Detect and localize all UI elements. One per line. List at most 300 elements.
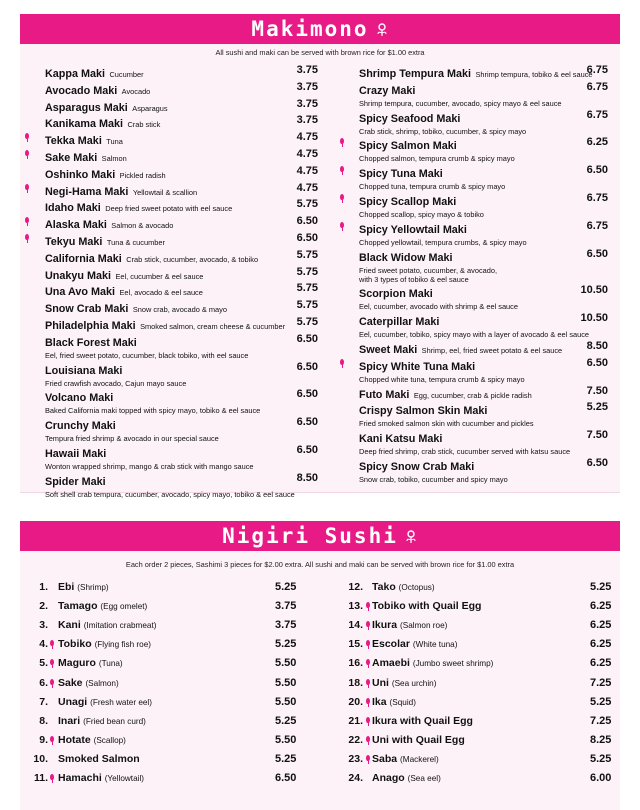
item-price: 5.50 — [275, 657, 297, 670]
spicy-marker-icon — [365, 755, 371, 764]
menu-item — [45, 472, 320, 499]
nigiri-item — [320, 715, 620, 733]
item-name-text: Amaebi — [372, 657, 410, 670]
item-number: 2. — [39, 600, 48, 613]
nigiri-item — [20, 638, 320, 656]
item-name — [58, 619, 157, 631]
item-price: 7.25 — [590, 676, 612, 689]
item-name-text: Smoked Salmon — [58, 752, 140, 765]
item-name: Kappa Maki — [45, 68, 105, 80]
item-description: Egg, cucumber, crab & pickle radish — [413, 390, 532, 400]
item-description: Shrimp tempura, tobiko & eel sauce — [475, 70, 593, 79]
item-number: 9. — [39, 733, 48, 746]
item-description: Salmon & avocado — [111, 221, 174, 231]
item-line — [359, 164, 620, 182]
item-line — [45, 361, 320, 379]
item-description: Eel, cucumber, tobiko, spicy mayo with a layer of avocado & eel sauce — [359, 330, 590, 340]
makimono-section — [20, 14, 620, 499]
item-number: 20. — [348, 695, 363, 708]
nigiri-item — [20, 715, 320, 733]
item-number: 14. — [348, 619, 363, 632]
menu-item — [45, 131, 320, 149]
item-line — [45, 131, 320, 149]
item-number: 12. — [348, 581, 363, 593]
spicy-marker-icon — [24, 217, 30, 226]
item-number: 21. — [348, 714, 363, 727]
item-description: Crab stick — [127, 120, 161, 130]
menu-item — [359, 385, 620, 403]
item-number: 6. — [39, 676, 48, 689]
spicy-marker-icon — [49, 774, 55, 783]
item-name — [58, 696, 152, 708]
item-price: 4.75 — [296, 181, 318, 194]
item-price: 5.50 — [275, 676, 297, 689]
nigiri-item — [20, 696, 320, 714]
item-number: 8. — [39, 714, 48, 727]
item-price: 6.50 — [586, 356, 608, 369]
item-price: 8.50 — [296, 471, 318, 484]
item-name — [372, 772, 441, 784]
item-name: Spicy White Tuna Maki — [359, 360, 476, 373]
item-line — [45, 165, 320, 183]
item-line — [45, 388, 320, 406]
item-name — [372, 619, 447, 631]
item-line — [359, 385, 620, 403]
spicy-marker-icon — [339, 138, 345, 147]
menu-item — [359, 81, 620, 108]
item-line — [359, 248, 620, 266]
item-price: 10.50 — [580, 312, 608, 325]
item-name — [372, 600, 481, 612]
item-name-text: Uni with Quail Egg — [372, 733, 465, 746]
item-line — [45, 148, 320, 166]
item-name — [372, 657, 493, 669]
item-description: Chopped tuna, tempura crumb & spicy mayo — [359, 182, 506, 192]
menu-item — [359, 64, 620, 82]
item-price: 6.50 — [586, 247, 608, 260]
spicy-marker-icon — [365, 659, 371, 668]
item-price: 5.25 — [590, 752, 612, 765]
item-description: Fried sweet potato, cucumber, & avocado, — [359, 265, 498, 275]
item-name: Spicy Scallop Maki — [359, 196, 457, 208]
menu-item — [359, 401, 620, 428]
spicy-marker-icon — [365, 717, 371, 726]
item-name: Black Forest Maki — [45, 336, 137, 349]
item-line — [359, 401, 620, 419]
item-description: Deep fried sweet potato with eel sauce — [105, 204, 233, 214]
menu-item — [45, 114, 320, 132]
item-description: (Salmon roe) — [400, 621, 448, 631]
item-description: Chopped white tuna, tempura crumb & spicy mayo — [359, 374, 525, 384]
item-description: (White tuna) — [412, 640, 458, 650]
item-line — [45, 299, 320, 317]
item-description: Tuna & cucumber — [106, 238, 165, 247]
item-price: 3.75 — [296, 114, 318, 127]
menu-item — [359, 164, 620, 191]
spicy-marker-icon — [49, 679, 55, 688]
item-name: Tekka Maki — [45, 135, 102, 148]
item-name-text: Kani — [58, 619, 81, 632]
item-price: 5.75 — [296, 299, 318, 312]
item-price: 5.75 — [296, 198, 318, 211]
nigiri-banner — [20, 521, 620, 551]
item-name: Spicy Salmon Maki — [359, 140, 457, 153]
item-name: Oshinko Maki — [45, 168, 116, 181]
nigiri-item — [20, 619, 320, 637]
item-price: 5.25 — [590, 581, 612, 593]
item-price: 6.50 — [275, 772, 297, 784]
spicy-marker-icon — [365, 602, 371, 611]
item-name — [372, 638, 457, 650]
nigiri-item — [20, 677, 320, 695]
item-name: Hawaii Maki — [45, 448, 107, 460]
item-name: Scorpion Maki — [359, 288, 433, 301]
item-name: Crazy Maki — [359, 84, 416, 97]
item-description: Eel, fried sweet potato, cucumber, black tobiko, with eel sauce — [45, 350, 249, 360]
item-line — [45, 64, 320, 82]
item-number: 5. — [39, 657, 48, 670]
item-name-text: Unagi — [58, 695, 88, 708]
item-price: 5.50 — [275, 733, 297, 746]
nigiri-item — [20, 753, 320, 771]
item-name: Sweet Maki — [359, 344, 418, 356]
item-name-text: Ikura with Quail Egg — [372, 714, 473, 727]
item-description: (Mackerel) — [400, 754, 439, 764]
spicy-marker-icon — [49, 659, 55, 668]
item-price: 6.25 — [590, 600, 612, 613]
item-price: 3.75 — [275, 619, 297, 632]
menu-item — [45, 316, 320, 334]
item-price: 6.50 — [296, 416, 318, 429]
item-description: Baked California maki topped with spicy mayo, tobiko & eel sauce — [45, 406, 261, 416]
nigiri-item — [320, 638, 620, 656]
item-name — [372, 677, 436, 689]
item-name: Caterpillar Maki — [359, 316, 440, 329]
item-line — [359, 64, 620, 82]
item-name: Tekyu Maki — [45, 236, 103, 248]
menu-item — [45, 64, 320, 82]
item-description: Fried smoked salmon skin with cucumber and pickles — [359, 419, 534, 429]
item-line — [359, 192, 620, 210]
menu-item — [45, 165, 320, 183]
item-description: Pickled radish — [119, 170, 166, 180]
makimono-banner — [20, 14, 620, 44]
item-description: Chopped yellowtail, tempura crumbs, & spicy mayo — [359, 237, 527, 247]
item-price: 8.50 — [586, 340, 608, 352]
item-description: Tempura fried shrimp & avocado in our special sauce — [45, 434, 219, 444]
item-name — [58, 734, 126, 746]
menu-item — [45, 299, 320, 317]
item-price: 10.50 — [580, 284, 608, 297]
item-name-text: Hotate — [58, 733, 91, 746]
item-description: Crab stick, cucumber, avocado, & tobiko — [126, 254, 259, 264]
spicy-marker-icon — [365, 698, 371, 707]
menu-item — [359, 220, 620, 247]
nigiri-item — [320, 581, 620, 599]
item-name: Futo Maki — [359, 388, 410, 401]
item-line — [45, 182, 320, 200]
item-name — [372, 696, 416, 708]
item-price: 7.50 — [586, 429, 608, 442]
menu-item — [45, 215, 320, 233]
spicy-marker-icon — [339, 166, 345, 175]
item-price: 6.50 — [296, 444, 318, 456]
item-name-text: Ebi — [58, 581, 75, 593]
spicy-marker-icon — [339, 194, 345, 203]
item-name-text: Uni — [372, 676, 389, 689]
item-name: Black Widow Maki — [359, 251, 453, 264]
item-line — [359, 136, 620, 154]
item-line — [359, 340, 620, 358]
item-name — [58, 715, 146, 727]
menu-item — [359, 248, 620, 284]
spicy-marker-icon — [24, 150, 30, 159]
item-description: (Fresh water eel) — [90, 697, 152, 707]
item-name — [372, 753, 439, 765]
item-description: Crab stick, shrimp, tobiko, cucumber, & spicy mayo — [359, 126, 527, 136]
nigiri-item — [320, 753, 620, 771]
makimono-title: Makimono — [251, 17, 369, 41]
item-name: Spicy Yellowtail Maki — [359, 223, 467, 236]
item-name — [58, 753, 140, 765]
item-name-text: Hamachi — [58, 772, 102, 784]
menu-item — [45, 361, 320, 388]
menu-item — [359, 136, 620, 163]
item-number: 3. — [39, 619, 48, 632]
item-line — [359, 429, 620, 447]
item-price: 6.75 — [586, 219, 608, 232]
item-name-text: Anago — [372, 772, 405, 784]
item-description: Smoked salmon, cream cheese & cucumber — [140, 322, 286, 331]
menu-item — [359, 109, 620, 136]
item-line — [359, 220, 620, 238]
menu-item — [45, 416, 320, 443]
item-price: 4.75 — [296, 148, 318, 160]
item-name: Spicy Tuna Maki — [359, 168, 443, 181]
item-description: Cucumber — [109, 70, 144, 79]
item-description: Eel, cucumber, avocado with shrimp & eel sauce — [359, 302, 518, 312]
item-name-text: Tobiko with Quail Egg — [372, 600, 482, 613]
item-description: Soft shell crab tempura, cucumber, avocado, spicy mayo, tobiko & eel sauce — [45, 489, 295, 499]
menu-item — [45, 182, 320, 200]
item-price: 3.75 — [296, 64, 318, 76]
spicy-marker-icon — [365, 640, 371, 649]
item-price: 6.75 — [586, 80, 608, 93]
item-price: 5.25 — [275, 581, 297, 593]
item-price: 6.50 — [586, 164, 608, 177]
item-price: 5.75 — [296, 248, 318, 261]
item-price: 7.50 — [586, 384, 608, 397]
item-line — [45, 198, 320, 216]
nigiri-section — [20, 521, 620, 810]
item-price: 6.75 — [586, 108, 608, 121]
item-price: 6.50 — [586, 457, 608, 469]
menu-item — [359, 457, 620, 484]
nigiri-item — [320, 696, 620, 714]
item-name — [58, 600, 147, 612]
item-description: (Yellowtail) — [104, 774, 144, 783]
item-name-text: Tamago — [58, 600, 98, 613]
menu-item — [45, 81, 320, 99]
item-price: 6.50 — [296, 215, 318, 228]
item-line — [359, 357, 620, 375]
menu-item — [45, 232, 320, 250]
menu-item — [45, 282, 320, 300]
nigiri-item — [20, 734, 320, 752]
menu-item — [45, 333, 320, 360]
item-line — [45, 416, 320, 434]
menu-item — [359, 357, 620, 384]
item-description: Chopped salmon, tempura crumb & spicy mayo — [359, 154, 515, 164]
item-description: Wonton wrapped shrimp, mango & crab stick with mango sauce — [45, 462, 254, 471]
item-description: (Shrimp) — [77, 583, 109, 592]
nigiri-note: Each order 2 pieces, Sashimi 3 pieces for $2.00 extra. All sushi and maki can be served with brown rice for $1.00 extra — [125, 560, 515, 569]
item-name — [58, 657, 123, 669]
item-description: Eel, cucumber & eel sauce — [115, 271, 204, 281]
spicy-marker-icon — [24, 234, 30, 243]
item-name-text: Escolar — [372, 638, 410, 651]
flower-icon — [375, 22, 389, 36]
item-name — [58, 581, 109, 593]
item-name-text: Ikura — [372, 619, 398, 632]
item-name-text: Tobiko — [58, 638, 92, 651]
nigiri-item — [320, 677, 620, 695]
item-line — [45, 316, 320, 334]
nigiri-item — [320, 657, 620, 675]
item-number: 16. — [348, 657, 363, 670]
item-line — [359, 457, 620, 475]
item-description: (Egg omelet) — [100, 602, 148, 612]
spicy-marker-icon — [24, 184, 30, 193]
nigiri-item — [320, 772, 620, 790]
item-price: 5.75 — [296, 265, 318, 278]
item-name: Crunchy Maki — [45, 420, 116, 433]
item-price: 6.50 — [296, 388, 318, 401]
item-description: (Flying fish roe) — [94, 640, 151, 650]
item-price: 6.25 — [590, 657, 612, 670]
item-line — [45, 98, 320, 116]
menu-item — [45, 148, 320, 166]
menu-item — [45, 249, 320, 267]
item-name — [372, 715, 473, 727]
item-description: Asparagus — [132, 103, 168, 113]
item-number: 1. — [39, 581, 48, 593]
item-name-text: Sake — [58, 676, 83, 689]
item-description: Salmon — [101, 154, 127, 163]
item-description: with 3 types of tobiko & eel sauce — [359, 274, 469, 284]
item-price: 4.75 — [296, 131, 318, 144]
item-name: Sake Maki — [45, 152, 98, 164]
item-name: Kani Katsu Maki — [359, 433, 443, 446]
item-description: Tuna — [106, 137, 123, 147]
item-price: 5.25 — [590, 695, 612, 708]
nigiri-item — [20, 772, 320, 790]
item-name: Crispy Salmon Skin Maki — [359, 405, 488, 418]
item-description: (Squid) — [389, 697, 416, 707]
item-description: (Tuna) — [98, 659, 123, 669]
makimono-note: All sushi and maki can be served with brown rice for $1.00 extra — [215, 48, 425, 57]
item-name: Spicy Snow Crab Maki — [359, 461, 475, 473]
item-number: 24. — [348, 772, 363, 784]
item-description: Yellowtail & scallion — [132, 187, 198, 197]
nigiri-item — [20, 657, 320, 675]
item-name — [58, 772, 144, 784]
item-price: 6.25 — [586, 136, 608, 149]
item-line — [45, 232, 320, 250]
item-price: 8.25 — [590, 733, 612, 746]
item-description: Shrimp, eel, fried sweet potato & eel sauce — [421, 346, 563, 355]
item-line — [45, 333, 320, 351]
item-name: Avocado Maki — [45, 84, 118, 97]
item-name: Idaho Maki — [45, 202, 101, 215]
item-name-text: Maguro — [58, 657, 96, 670]
menu-item — [45, 98, 320, 116]
item-price: 6.75 — [586, 192, 608, 204]
item-line — [359, 81, 620, 99]
item-name — [58, 638, 151, 650]
item-name: Alaska Maki — [45, 219, 107, 232]
item-description: Shrimp tempura, cucumber, avocado, spicy mayo & eel sauce — [359, 98, 562, 108]
item-price: 3.75 — [275, 600, 297, 613]
item-description: (Sea eel) — [407, 774, 441, 783]
item-price: 5.25 — [586, 401, 608, 414]
item-description: (Octopus) — [398, 583, 435, 592]
spicy-marker-icon — [365, 736, 371, 745]
item-number: 22. — [348, 733, 363, 746]
item-name: Snow Crab Maki — [45, 303, 129, 316]
item-name: Spider Maki — [45, 475, 106, 488]
menu-item — [45, 388, 320, 415]
menu-item — [45, 198, 320, 216]
item-name: Kanikama Maki — [45, 118, 124, 131]
item-name-text: Saba — [372, 752, 398, 765]
nigiri-item — [320, 600, 620, 618]
menu-item — [359, 312, 620, 339]
item-line — [45, 114, 320, 132]
item-name: Una Avo Maki — [45, 286, 115, 299]
nigiri-item — [20, 600, 320, 618]
item-price: 4.75 — [296, 164, 318, 177]
nigiri-item — [320, 734, 620, 752]
item-description: (Sea urchin) — [391, 678, 437, 688]
item-price: 6.50 — [296, 360, 318, 373]
nigiri-right-column — [320, 581, 620, 806]
item-name-text: Ika — [372, 695, 387, 708]
item-line — [45, 249, 320, 267]
item-price: 6.00 — [590, 772, 612, 784]
menu-item — [359, 340, 620, 358]
item-description: Chopped scallop, spicy mayo & tobiko — [359, 210, 484, 219]
menu-item — [45, 444, 320, 471]
item-description: (Fried bean curd) — [83, 716, 146, 726]
item-name-text: Inari — [58, 714, 81, 727]
item-number: 15. — [348, 638, 363, 651]
item-number: 7. — [39, 695, 48, 708]
item-price: 5.25 — [275, 714, 297, 727]
item-number: 4. — [39, 638, 48, 651]
nigiri-title: Nigiri Sushi — [222, 524, 398, 548]
item-name: Negi-Hama Maki — [45, 185, 129, 198]
item-price: 5.75 — [296, 282, 318, 295]
item-name — [372, 734, 465, 746]
item-name — [58, 677, 119, 689]
item-description: Snow crab, tobiko, cucumber and spicy mayo — [359, 475, 508, 484]
item-price: 6.50 — [296, 232, 318, 244]
item-name: California Maki — [45, 252, 122, 265]
item-price: 3.75 — [296, 97, 318, 110]
item-name: Volcano Maki — [45, 392, 114, 405]
item-name-text: Tako — [372, 581, 396, 593]
